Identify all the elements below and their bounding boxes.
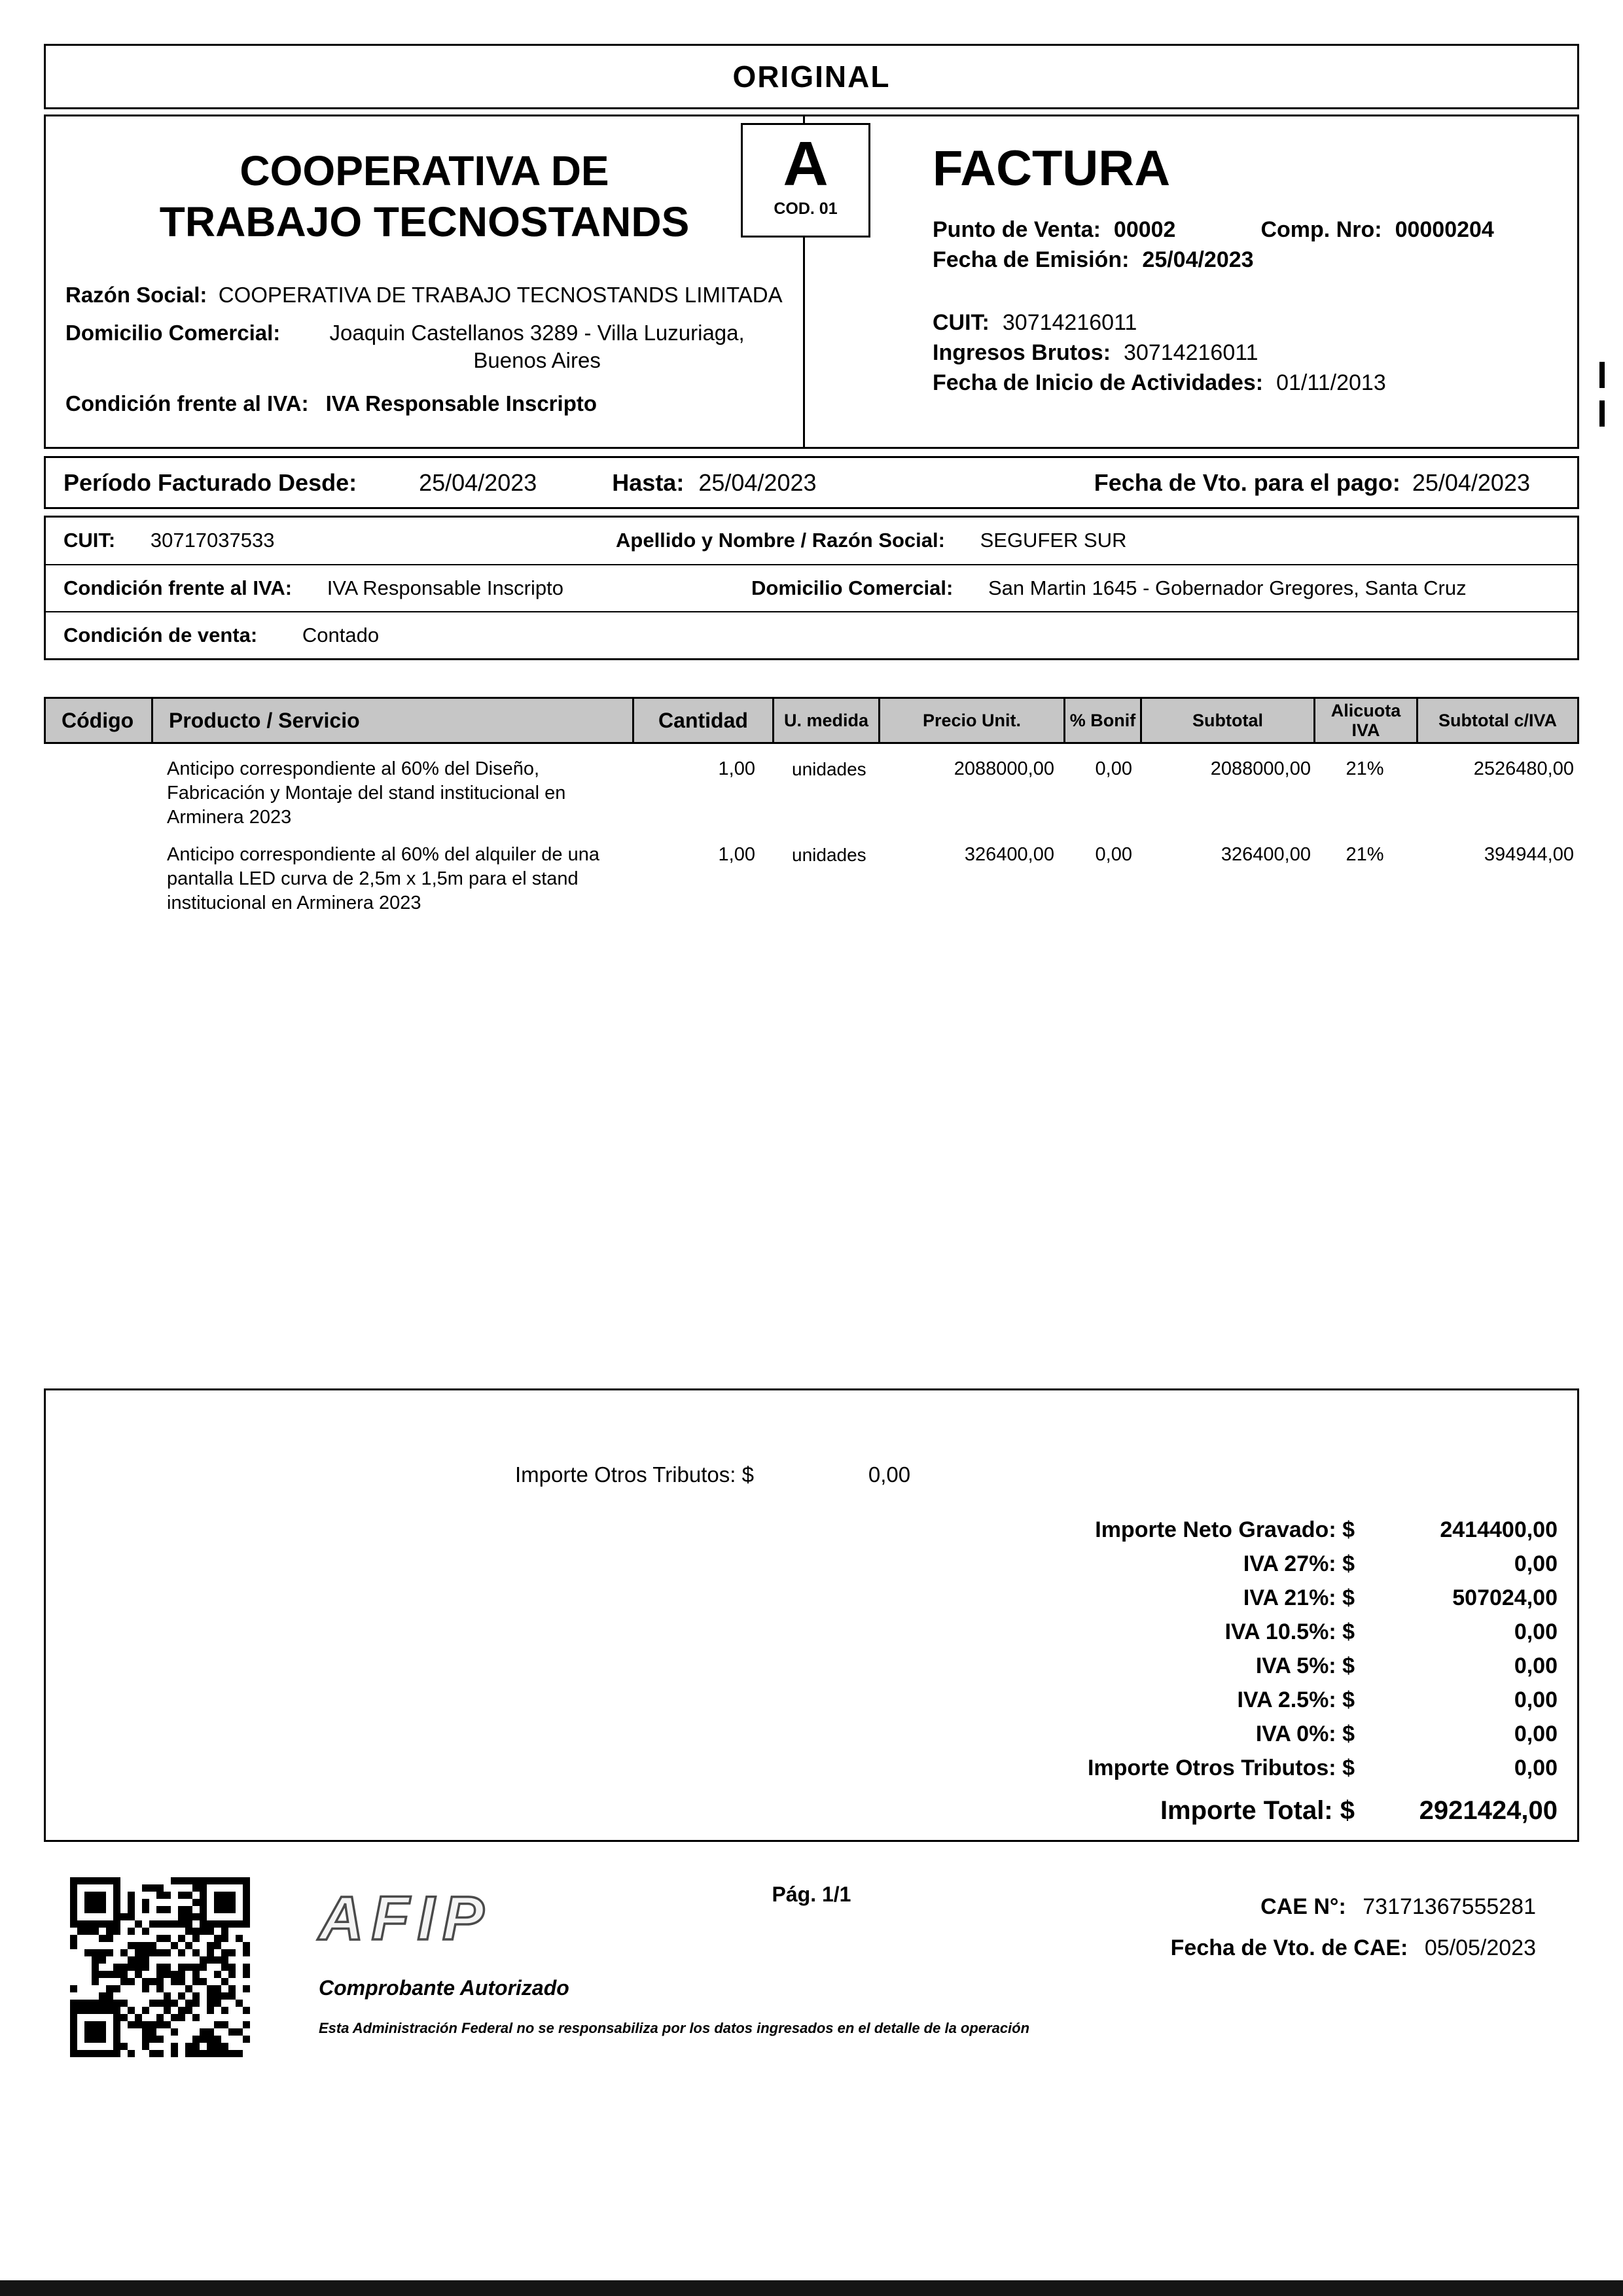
customer-name-group: [616, 527, 1127, 554]
cell-precio: 2088000,00: [954, 758, 1054, 779]
invoice-letter-code: COD. 01: [774, 200, 838, 218]
cell-umedida: unidades: [792, 845, 866, 865]
issuer-name-line2: TRABAJO TECNOSTANDS: [159, 198, 690, 245]
billing-period-bar: [44, 456, 1579, 509]
totals-row: [46, 1551, 1558, 1585]
totals-row-label: Importe Otros Tributos: $: [1087, 1756, 1355, 1780]
customer-domicilio-value: San Martin 1645 - Gobernador Gregores, Santa Cruz: [988, 576, 1467, 599]
totals-row-value: 0,00: [1514, 1756, 1558, 1780]
customer-box: [44, 516, 1579, 660]
customer-cuit-value: 30717037533: [150, 529, 275, 552]
domicilio-label: Domicilio Comercial:: [65, 321, 281, 345]
issuer-domicilio-row: [65, 319, 783, 374]
cae-vto-label: Fecha de Vto. de CAE:: [1170, 1935, 1408, 1960]
col-header-subtotal: Subtotal: [1142, 699, 1315, 742]
cell-alicuota: 21%: [1346, 758, 1384, 779]
comp-nro-value: 00000204: [1395, 217, 1494, 242]
grand-total-label: Importe Total: $: [1160, 1796, 1355, 1825]
totals-row: [46, 1585, 1558, 1619]
totals-row-label: IVA 2.5%: $: [1237, 1687, 1355, 1712]
vencimiento-pago-value: 25/04/2023: [1412, 468, 1530, 496]
invoice-footer: [44, 1877, 1579, 2100]
domicilio-value: Joaquin Castellanos 3289 - Villa Luzuriaga, Buenos Aires: [329, 321, 745, 372]
customer-iva-label: Condición frente al IVA:: [63, 576, 293, 599]
copy-type-label: ORIGINAL: [732, 60, 891, 94]
condicion-iva-value: IVA Responsable Inscripto: [325, 391, 597, 415]
cell-subtotal-iva: 2526480,00: [1473, 758, 1574, 779]
totals-row-label: IVA 27%: $: [1243, 1551, 1355, 1576]
totals-grand-total-row: [46, 1796, 1558, 1838]
fecha-emision-value: 25/04/2023: [1142, 247, 1254, 272]
totals-row-value: 507024,00: [1452, 1585, 1558, 1610]
fecha-emision-label: Fecha de Emisión:: [933, 247, 1130, 272]
issuer-cuit-value: 30714216011: [1002, 310, 1137, 335]
otros-tributos-mid-row: [46, 1462, 1558, 1491]
issuer-razon-social-row: [65, 281, 783, 309]
condicion-iva-label: Condición frente al IVA:: [65, 391, 309, 415]
totals-row: [46, 1687, 1558, 1722]
issuer-iva-row: [65, 390, 783, 417]
col-header-subtotal-iva: Subtotal c/IVA: [1438, 711, 1557, 730]
vencimiento-pago-group: [1094, 469, 1530, 497]
totals-row: [46, 1756, 1558, 1790]
cae-block: [1171, 1894, 1536, 1977]
grand-total-value: 2921424,00: [1419, 1796, 1558, 1825]
table-row: [44, 830, 1579, 915]
col-header-bonif: % Bonif: [1065, 699, 1142, 742]
punto-venta-value: 00002: [1113, 217, 1176, 242]
otros-tributos-label: Importe Otros Tributos: $: [515, 1462, 754, 1487]
comp-nro-label: Comp. Nro:: [1260, 217, 1382, 242]
totals-row: [46, 1722, 1558, 1756]
ingresos-brutos-value: 30714216011: [1124, 340, 1258, 365]
cell-alicuota: 21%: [1346, 844, 1384, 865]
cell-codigo: [44, 843, 151, 915]
totals-row: [46, 1653, 1558, 1687]
items-table-header: [44, 697, 1579, 744]
totals-row: [46, 1619, 1558, 1653]
issuer-cuit-row: [933, 308, 1577, 338]
cell-bonif: 0,00: [1095, 844, 1132, 865]
col-header-producto: Producto / Servicio: [153, 699, 634, 742]
customer-domicilio-group: [751, 575, 1467, 601]
condicion-venta-label: Condición de venta:: [63, 624, 258, 646]
qr-code: [70, 1877, 250, 2057]
cae-number-label: CAE N°:: [1260, 1894, 1346, 1919]
customer-domicilio-label: Domicilio Comercial:: [751, 576, 954, 599]
totals-box: [44, 1388, 1579, 1842]
totals-row-value: 2414400,00: [1440, 1517, 1558, 1542]
fecha-emision-row: [933, 245, 1577, 275]
inicio-actividades-label: Fecha de Inicio de Actividades:: [933, 370, 1264, 395]
cell-producto: Anticipo correspondiente al 60% del Diseño, Fabricación y Montaje del stand institucional en Arminera 2023: [167, 758, 566, 828]
totals-row-label: Importe Neto Gravado: $: [1095, 1517, 1355, 1542]
totals-row-label: IVA 21%: $: [1243, 1585, 1355, 1610]
col-header-alicuota: Alicuota IVA: [1315, 699, 1418, 742]
invoice-title: FACTURA: [933, 141, 1171, 196]
cell-cantidad: 1,00: [718, 844, 755, 865]
customer-iva-group: [63, 575, 751, 601]
customer-cuit-label: CUIT:: [63, 529, 116, 552]
comprobante-autorizado-label: Comprobante Autorizado: [319, 1976, 569, 2000]
totals-row-label: IVA 5%: $: [1255, 1653, 1355, 1678]
invoice-document: [44, 44, 1579, 2100]
totals-row-label: IVA 0%: $: [1255, 1722, 1355, 1746]
cae-vto-row: [1171, 1935, 1536, 1961]
col-header-umedida: U. medida: [774, 699, 880, 742]
customer-cuit-group: [63, 527, 616, 554]
razon-social-label: Razón Social:: [65, 283, 207, 307]
col-header-precio: Precio Unit.: [880, 699, 1065, 742]
scan-artifact: [1599, 400, 1605, 427]
cae-vto-value: 05/05/2023: [1424, 1935, 1536, 1960]
periodo-desde-value: 25/04/2023: [419, 468, 537, 496]
totals-row-value: 0,00: [1514, 1653, 1558, 1678]
punto-venta-label: Punto de Venta:: [933, 217, 1101, 242]
cell-umedida: unidades: [792, 759, 866, 779]
issuer-panel: [46, 116, 805, 447]
col-header-cantidad: Cantidad: [634, 699, 774, 742]
cell-subtotal: 2088000,00: [1210, 758, 1311, 779]
cell-precio: 326400,00: [964, 844, 1054, 865]
issuer-name-line1: COOPERATIVA DE: [240, 147, 609, 194]
periodo-hasta-label: Hasta:: [612, 468, 685, 496]
cae-number-row: [1171, 1894, 1536, 1920]
inicio-actividades-value: 01/11/2013: [1276, 370, 1386, 395]
cell-subtotal-iva: 394944,00: [1484, 844, 1574, 865]
scan-artifact: [1599, 362, 1605, 388]
col-header-codigo: Código: [46, 699, 153, 742]
customer-name-value: SEGUFER SUR: [980, 529, 1127, 552]
issuer-name: [65, 145, 783, 247]
invoice-letter: A: [783, 129, 829, 199]
cell-bonif: 0,00: [1095, 758, 1132, 779]
customer-iva-value: IVA Responsable Inscripto: [327, 576, 563, 599]
condicion-venta-value: Contado: [302, 624, 380, 646]
afip-block: [319, 1884, 1030, 2037]
page-number: Pág. 1/1: [772, 1882, 851, 1906]
invoice-number-row: [933, 215, 1577, 245]
ingresos-brutos-row: [933, 338, 1577, 368]
bottom-bar: [0, 2280, 1623, 2296]
razon-social-value: COOPERATIVA DE TRABAJO TECNOSTANDS LIMITADA: [218, 283, 783, 307]
cae-number-value: 73171367555281: [1363, 1894, 1536, 1919]
totals-row: [46, 1517, 1558, 1551]
totals-row-value: 0,00: [1514, 1687, 1558, 1712]
invoice-letter-box: [741, 123, 870, 238]
customer-row-1: [46, 518, 1577, 564]
customer-row-3: [46, 611, 1577, 658]
totals-row-label: IVA 10.5%: $: [1224, 1619, 1355, 1644]
issuer-cuit-label: CUIT:: [933, 310, 990, 335]
afip-disclaimer: Esta Administración Federal no se responsabiliza por los datos ingresados en el detalle de la operación: [319, 2020, 1030, 2036]
invoice-header: [44, 115, 1579, 449]
totals-row-value: 0,00: [1514, 1722, 1558, 1746]
periodo-desde-label: Período Facturado Desde:: [63, 468, 357, 496]
customer-row-2: [46, 564, 1577, 611]
afip-logo: AFIP: [319, 1884, 492, 1953]
cell-producto: Anticipo correspondiente al 60% del alquiler de una pantalla LED curva de 2,5m x 1,5m para el stand institucional en Arminera 2023: [167, 844, 599, 913]
line-items-section: [44, 697, 1579, 1388]
ingresos-brutos-label: Ingresos Brutos:: [933, 340, 1111, 365]
periodo-hasta-value: 25/04/2023: [698, 468, 817, 496]
customer-name-label: Apellido y Nombre / Razón Social:: [616, 529, 945, 552]
invoice-panel: [805, 116, 1577, 447]
totals-row-value: 0,00: [1514, 1551, 1558, 1576]
vencimiento-pago-label: Fecha de Vto. para el pago:: [1094, 468, 1400, 496]
totals-rows: [46, 1517, 1558, 1838]
issuer-tax-block: [933, 308, 1577, 398]
totals-row-value: 0,00: [1514, 1619, 1558, 1644]
cell-codigo: [44, 757, 151, 830]
table-row: [44, 744, 1579, 830]
inicio-actividades-row: [933, 368, 1577, 398]
cell-subtotal: 326400,00: [1221, 844, 1311, 865]
otros-tributos-value: 0,00: [868, 1462, 911, 1487]
copy-type-banner: [44, 44, 1579, 109]
condicion-venta-group: [63, 622, 379, 648]
cell-cantidad: 1,00: [718, 758, 755, 779]
